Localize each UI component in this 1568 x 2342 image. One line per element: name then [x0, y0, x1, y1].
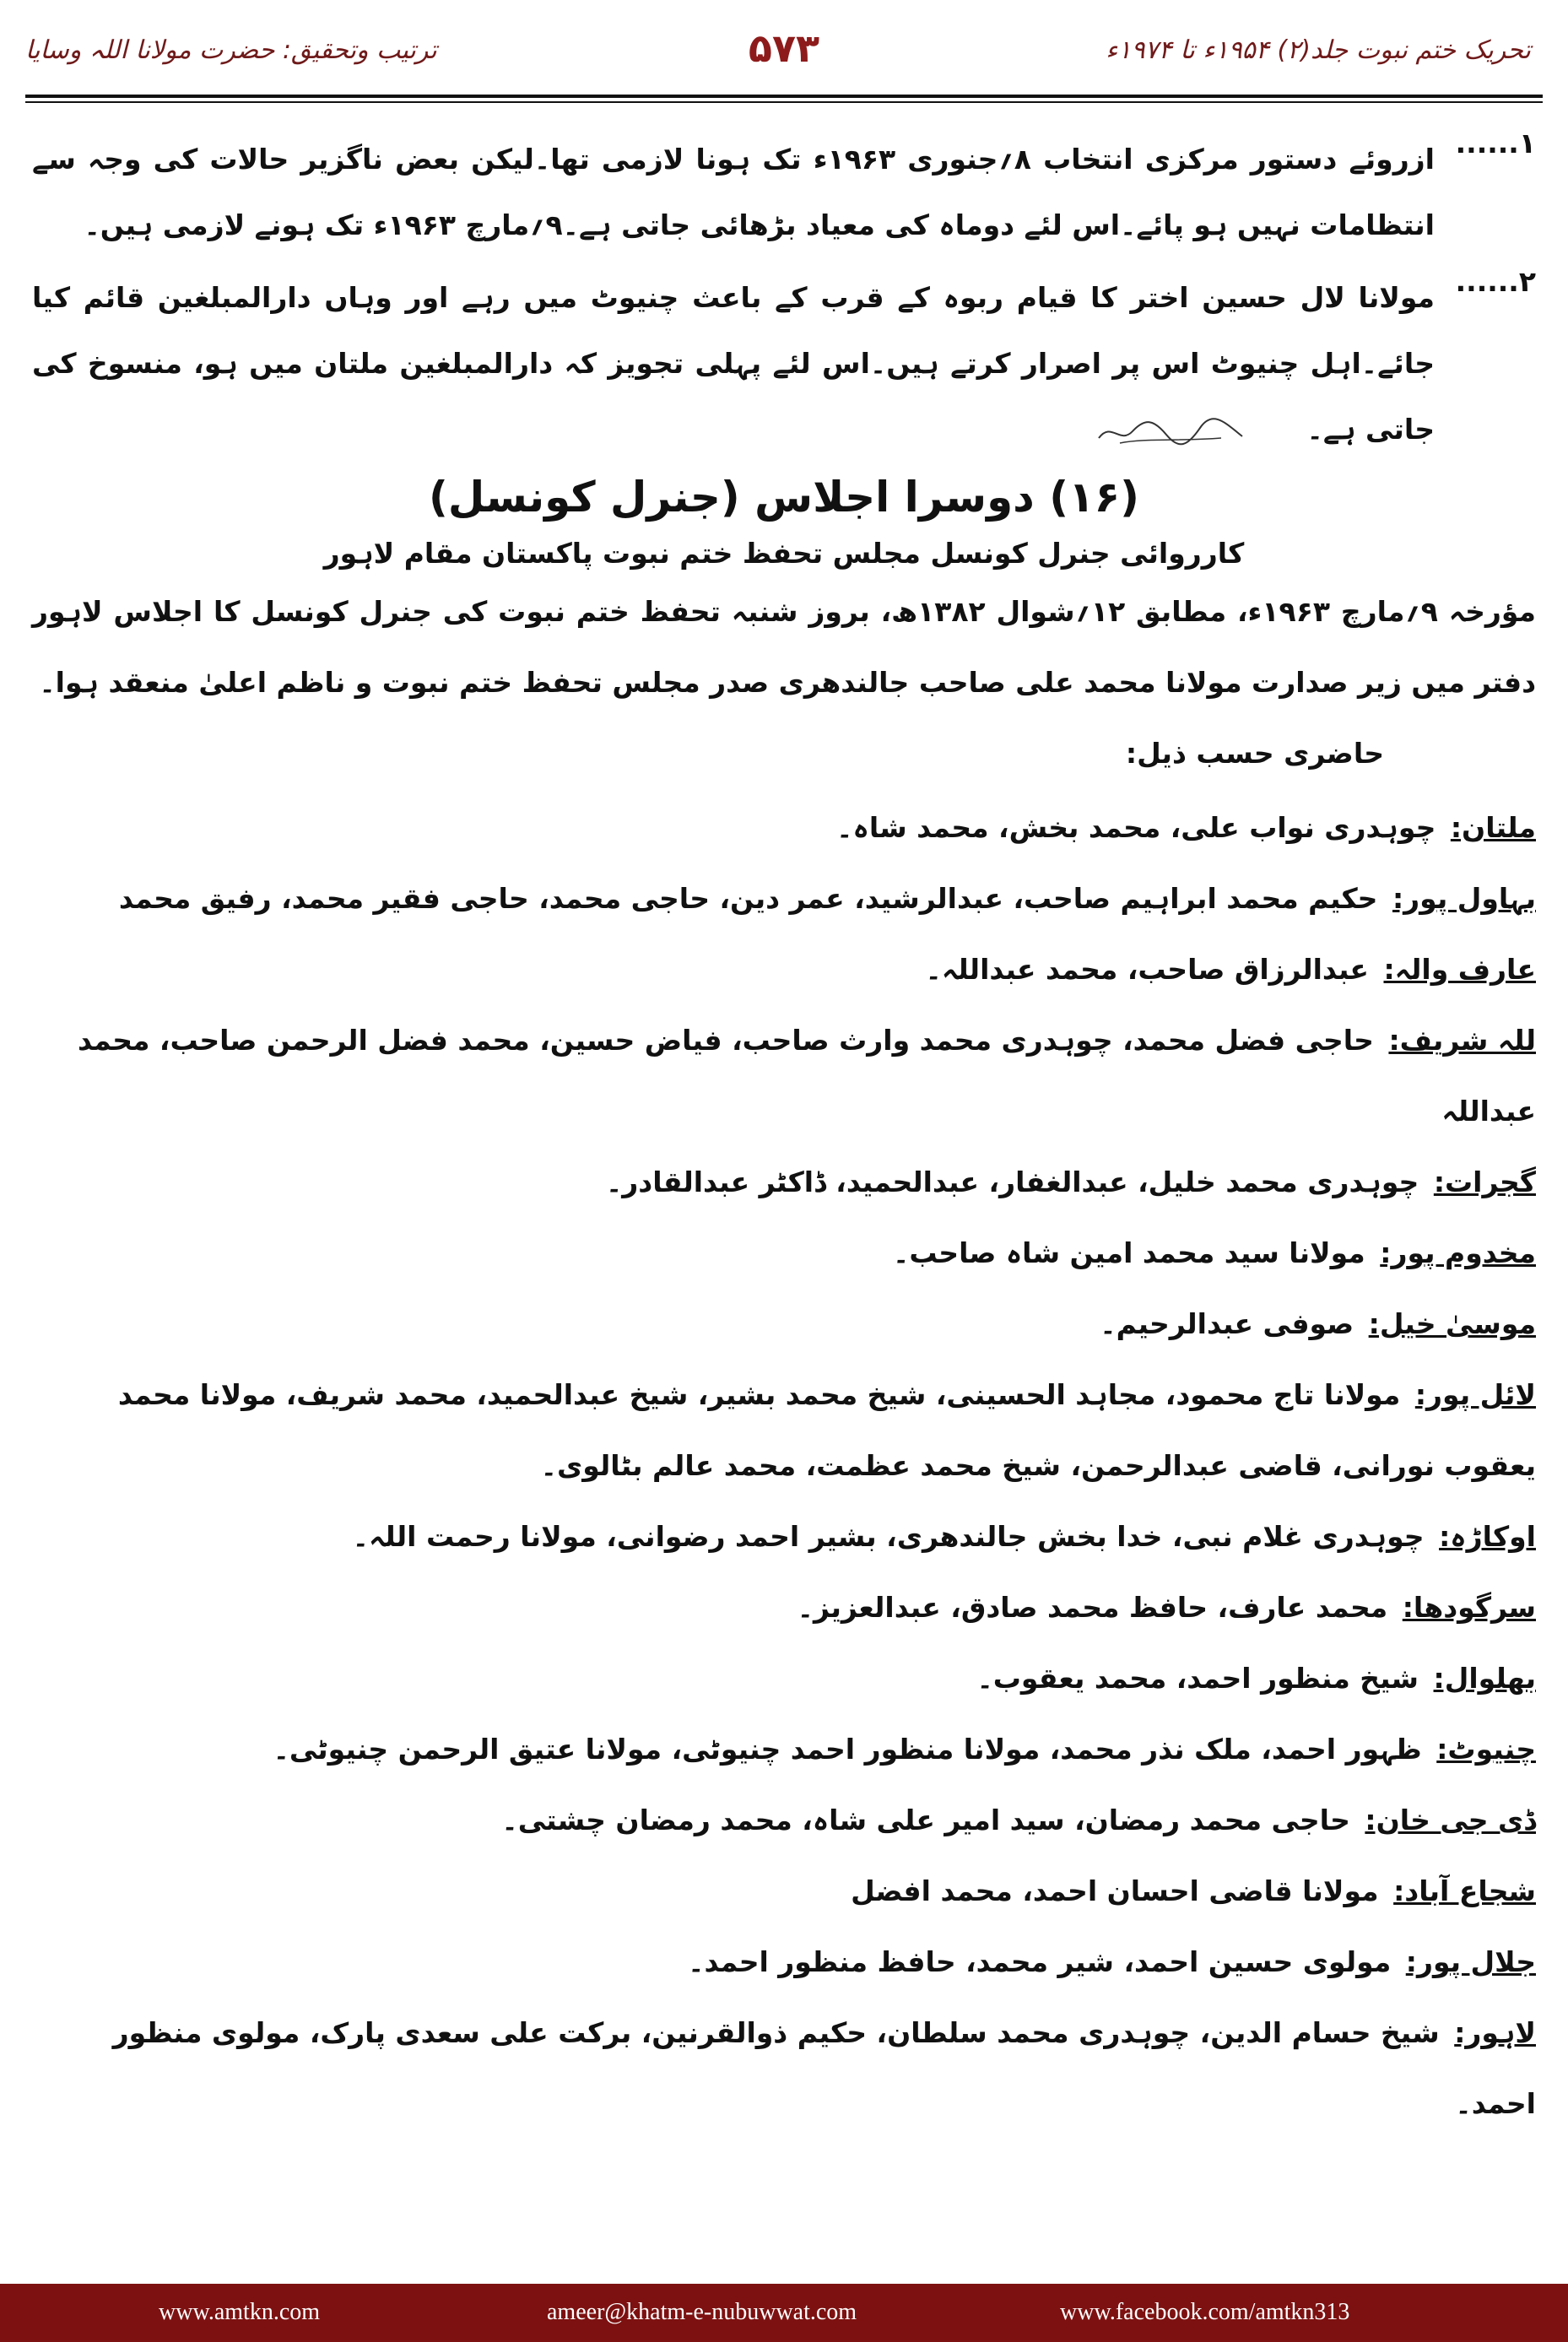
city-label: اوکاڑہ: [1439, 1520, 1536, 1553]
attendance-row [32, 1147, 1536, 1218]
attendance-row [32, 1714, 1536, 1785]
signature-image [1095, 413, 1246, 450]
attendee-names: حاجی محمد رمضان، سید امیر علی شاہ، محمد رمضان چشتی۔ [501, 1804, 1350, 1836]
attendee-names: حکیم محمد ابراہیم صاحب، عبدالرشید، عمر دین، حاجی محمد، حاجی فقیر محمد، رفیق محمد [118, 882, 1378, 915]
attendee-names: مولانا سید محمد امین شاہ صاحب۔ [893, 1236, 1365, 1269]
compiler-credit: ترتیب وتحقیق: حضرت مولانا اللہ وسایا [25, 35, 437, 65]
city-label: لائل پور: [1414, 1378, 1536, 1411]
city-label: للہ شریف: [1388, 1024, 1536, 1057]
city-label: جلال پور: [1405, 1945, 1536, 1978]
city-label: سرگودھا: [1402, 1591, 1536, 1624]
attendee-names: مولوی حسین احمد، شیر محمد، حافظ منظور احمد۔ [688, 1945, 1392, 1978]
facebook-link[interactable]: www.facebook.com/amtkn313 [1060, 2299, 1350, 2325]
attendee-names: حاجی فضل محمد، چوہدری محمد وارث صاحب، فیاض حسین، محمد فضل الرحمن صاحب، محمد عبداللہ [78, 1024, 1536, 1128]
attendance-list [32, 792, 1536, 2139]
city-label: لاہور: [1454, 2016, 1536, 2049]
attendance-row [32, 1998, 1536, 2139]
resolution-item [32, 265, 1536, 462]
city-label: چنیوٹ: [1436, 1733, 1536, 1766]
item-number: ۱...... [1455, 127, 1536, 160]
item-text: ازروئے دستور مرکزی انتخاب ۸؍جنوری ۱۹۶۳ء تک ہونا لازمی تھا۔لیکن بعض ناگزیر حالات کی وجہ سے انتظامات نہیں ہو پائے۔اس لئے دوماہ کی معیاد بڑھائی جاتی ہے۔۹؍مارچ ۱۹۶۳ء تک ہونے لازمی ہیں۔ [32, 143, 1435, 241]
session-heading: (۱۶) دوسرا اجلاس (جنرل کونسل) [428, 473, 1139, 522]
attendance-row [32, 1856, 1536, 1927]
attendance-row [32, 1927, 1536, 1998]
attendance-label: حاضری حسب ذیل: [1125, 737, 1384, 770]
attendee-names: شیخ منظور احمد، محمد یعقوب۔ [976, 1662, 1419, 1695]
attendance-row [32, 934, 1536, 1005]
attendee-names: ظہور احمد، ملک نذر محمد، مولانا منظور احمد چنیوٹی، مولانا عتیق الرحمن چنیوٹی۔ [273, 1733, 1422, 1766]
city-label: بہاول پور: [1392, 882, 1536, 915]
city-label: مخدوم پور: [1380, 1236, 1536, 1269]
attendance-row [32, 1785, 1536, 1856]
website-link[interactable]: www.amtkn.com [159, 2299, 321, 2325]
item-text-body: مولانا لال حسین اختر کا قیام ربوہ کے قرب کے باعث چنیوٹ میں رہے اور وہاں دارالمبلغین قائم کیا جائے۔اہل چنیوٹ اس پر اصرار کرتے ہیں۔اس لئے پہلی تجویز کہ دارالمبلغین ملتان میں ہو، منسوخ کی جاتی ہے۔ [32, 281, 1435, 446]
header-rule [25, 95, 1543, 98]
attendance-row [32, 863, 1536, 934]
attendee-names: چوہدری غلام نبی، خدا بخش جالندھری، بشیر احمد رضوانی، مولانا رحمت اللہ۔ [352, 1520, 1425, 1553]
attendee-names: شیخ حسام الدین، چوہدری محمد سلطان، حکیم ذوالقرنین، برکت علی سعدی پارک، مولوی منظور احمد۔ [112, 2016, 1536, 2120]
city-label: ملتان: [1450, 811, 1536, 844]
attendance-row [32, 1360, 1536, 1501]
city-label: شجاع آباد: [1393, 1874, 1536, 1907]
attendance-row [32, 792, 1536, 863]
page-footer [0, 2284, 1568, 2342]
attendee-names: چوہدری نواب علی، محمد بخش، محمد شاہ۔ [836, 811, 1436, 844]
city-label: عارف والہ: [1383, 953, 1536, 986]
attendance-row [32, 1289, 1536, 1360]
attendance-row [32, 1005, 1536, 1147]
book-title: تحریک ختم نبوت جلد(۲) ۱۹۵۴ء تا ۱۹۷۴ء [1106, 35, 1531, 65]
page-number: ۵۷۳ [748, 25, 820, 71]
resolution-item [32, 127, 1536, 258]
session-intro: مؤرخہ ۹؍مارچ ۱۹۶۳ء، مطابق ۱۲؍شوال ۱۳۸۲ھ، بروز شنبہ تحفظ ختم نبوت کی جنرل کونسل کا اجلاس لاہور دفتر میں زیر صدارت مولانا محمد علی صاحب جالندھری صدر مجلس تحفظ ختم نبوت و ناظم اعلیٰ منعقد ہوا۔ [32, 595, 1536, 699]
session-subheading: کارروائی جنرل کونسل مجلس تحفظ ختم نبوت پاکستان مقام لاہور [323, 537, 1245, 570]
attendance-row [32, 1218, 1536, 1289]
attendance-row [32, 1572, 1536, 1643]
city-label: گجرات: [1433, 1166, 1536, 1198]
city-label: ڈی جی خان: [1365, 1804, 1536, 1836]
item-number: ۲...... [1455, 265, 1536, 298]
attendee-names: عبدالرزاق صاحب، محمد عبداللہ۔ [925, 953, 1369, 986]
email-link[interactable]: ameer@khatm-e-nubuwwat.com [547, 2299, 857, 2325]
city-label: بھلوال: [1433, 1662, 1536, 1695]
page-header [0, 0, 1568, 101]
page-content [32, 127, 1536, 2139]
attendee-names: محمد عارف، حافظ محمد صادق، عبدالعزیز۔ [797, 1591, 1388, 1624]
attendee-names: مولانا قاضی احسان احمد، محمد افضل [851, 1874, 1379, 1907]
attendee-names: چوہدری محمد خلیل، عبدالغفار، عبدالحمید، ڈاکٹر عبدالقادر۔ [605, 1166, 1419, 1198]
attendee-names: صوفی عبدالرحیم۔ [1100, 1307, 1354, 1340]
attendee-names: مولانا تاج محمود، مجاہد الحسینی، شیخ محمد بشیر، شیخ عبدالحمید، محمد شریف، مولانا محمد یعقوب نورانی، قاضی عبدالرحمن، شیخ محمد عظمت، محمد عالم بٹالوی۔ [117, 1378, 1536, 1482]
city-label: موسیٰ خیل: [1368, 1307, 1536, 1340]
attendance-row [32, 1501, 1536, 1572]
header-rule-thin [25, 101, 1543, 103]
item-text [32, 265, 1435, 462]
attendance-row [32, 1643, 1536, 1714]
